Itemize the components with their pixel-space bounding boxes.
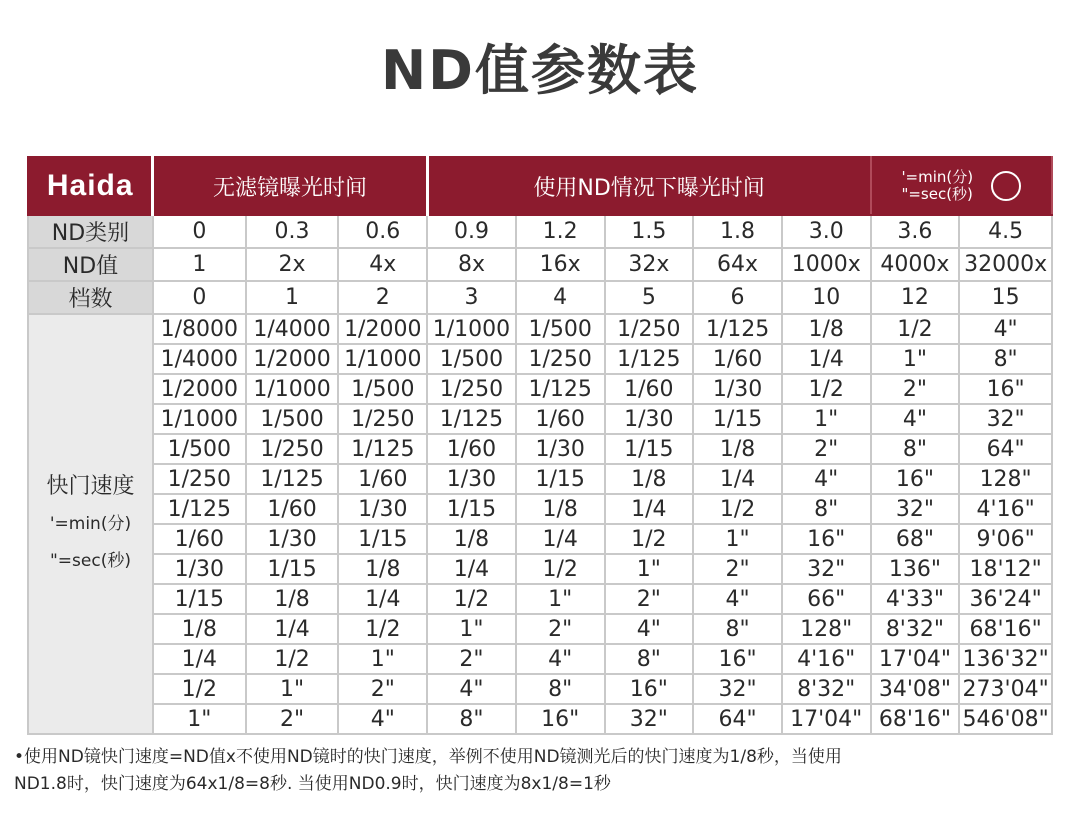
shutter-cell: 68": [871, 524, 960, 554]
nd-value-label: ND值: [28, 248, 153, 281]
shutter-cell: 1/8: [605, 464, 694, 494]
shutter-cell: 1/2: [427, 584, 516, 614]
shutter-cell: 66": [782, 584, 871, 614]
shutter-cell: 32": [605, 704, 694, 734]
nd-type-label: ND类别: [28, 215, 153, 248]
shutter-note-min: '=min(分): [49, 514, 132, 534]
shutter-row: [28, 464, 1052, 494]
shutter-cell: 1/1000: [427, 314, 516, 344]
shutter-cell: 1/2000: [153, 374, 246, 404]
shutter-cell: 1/250: [153, 464, 246, 494]
shutter-cell: 1/15: [153, 584, 246, 614]
shutter-cell: 1/500: [427, 344, 516, 374]
nd-value-cell: 64x: [693, 248, 782, 281]
shutter-cell: 1/60: [693, 344, 782, 374]
shutter-cell: 1": [693, 524, 782, 554]
shutter-cell: 1/4: [782, 344, 871, 374]
shutter-cell: 1": [782, 404, 871, 434]
shutter-cell: 32": [782, 554, 871, 584]
shutter-cell: 1/30: [516, 434, 605, 464]
shutter-cell: 1/250: [516, 344, 605, 374]
nd-type-cell: 3.0: [782, 215, 871, 248]
shutter-cell: 16": [782, 524, 871, 554]
shutter-cell: 68'16": [959, 614, 1052, 644]
brand-logo: Haida: [28, 157, 153, 215]
shutter-cell: 16": [605, 674, 694, 704]
shutter-cell: 1/8: [427, 524, 516, 554]
nd-type-cell: 1.5: [605, 215, 694, 248]
nd-value-row: [28, 248, 1052, 281]
shutter-row: [28, 434, 1052, 464]
shutter-cell: 8'32": [782, 674, 871, 704]
shutter-cell: 1/60: [427, 434, 516, 464]
nd-value-cell: 32000x: [959, 248, 1052, 281]
shutter-cell: 1/8: [153, 614, 246, 644]
footnote-line-2: ND1.8时，快门速度为64x1/8=8秒. 当使用ND0.9时，快门速度为8x1/8=1秒: [14, 774, 611, 794]
shutter-cell: 32": [871, 494, 960, 524]
shutter-cell: 1/4: [516, 524, 605, 554]
shutter-cell: 1/2: [693, 494, 782, 524]
stops-cell: 4: [516, 281, 605, 314]
shutter-row: [28, 344, 1052, 374]
stops-cell: 12: [871, 281, 960, 314]
shutter-cell: 1/30: [338, 494, 427, 524]
shutter-cell: 2": [871, 374, 960, 404]
shutter-cell: 4'16": [959, 494, 1052, 524]
shutter-cell: 1/2: [871, 314, 960, 344]
shutter-cell: 8": [871, 434, 960, 464]
shutter-cell: 1/60: [605, 374, 694, 404]
shutter-cell: 1/30: [605, 404, 694, 434]
shutter-cell: 1/8000: [153, 314, 246, 344]
nd-value-cell: 4x: [338, 248, 427, 281]
shutter-cell: 16": [516, 704, 605, 734]
stops-cell: 1: [246, 281, 339, 314]
shutter-cell: 1/60: [246, 494, 339, 524]
shutter-cell: 4": [959, 314, 1052, 344]
shutter-cell: 128": [959, 464, 1052, 494]
shutter-cell: 1/8: [338, 554, 427, 584]
nd-type-row: [28, 215, 1052, 248]
nd-value-cell: 16x: [516, 248, 605, 281]
shutter-speed-label: [28, 314, 153, 734]
legend-sec: "=sec(秒): [901, 185, 973, 203]
shutter-cell: 1/8: [246, 584, 339, 614]
nd-type-cell: 0.6: [338, 215, 427, 248]
shutter-cell: 8": [605, 644, 694, 674]
shutter-speed-title: 快门速度: [46, 474, 135, 499]
shutter-cell: 1/15: [427, 494, 516, 524]
shutter-cell: 1/2: [782, 374, 871, 404]
shutter-cell: 4": [693, 584, 782, 614]
shutter-cell: 1/15: [246, 554, 339, 584]
shutter-cell: 9'06": [959, 524, 1052, 554]
shutter-cell: 1/15: [338, 524, 427, 554]
shutter-cell: 4'33": [871, 584, 960, 614]
nd-value-cell: 1000x: [782, 248, 871, 281]
shutter-cell: 17'04": [782, 704, 871, 734]
header-no-filter: 无滤镜曝光时间: [153, 157, 427, 215]
nd-type-cell: 0.9: [427, 215, 516, 248]
shutter-cell: 2": [338, 674, 427, 704]
shutter-cell: 1": [153, 704, 246, 734]
stops-cell: 6: [693, 281, 782, 314]
shutter-cell: 2": [693, 554, 782, 584]
shutter-cell: 273'04": [959, 674, 1052, 704]
shutter-cell: 4": [871, 404, 960, 434]
header-legend: [871, 157, 1052, 215]
shutter-cell: 16": [693, 644, 782, 674]
nd-type-cell: 3.6: [871, 215, 960, 248]
circle-icon: [991, 171, 1021, 201]
shutter-cell: 128": [782, 614, 871, 644]
nd-type-cell: 4.5: [959, 215, 1052, 248]
shutter-cell: 16": [959, 374, 1052, 404]
shutter-row: [28, 374, 1052, 404]
shutter-cell: 1/4: [693, 464, 782, 494]
shutter-cell: 2": [605, 584, 694, 614]
page-title: ND值参数表: [380, 39, 700, 102]
shutter-cell: 2": [516, 614, 605, 644]
shutter-cell: 1/2: [605, 524, 694, 554]
shutter-cell: 136'32": [959, 644, 1052, 674]
shutter-cell: 1/500: [516, 314, 605, 344]
shutter-cell: 1/125: [693, 314, 782, 344]
shutter-row: [28, 494, 1052, 524]
shutter-cell: 32": [959, 404, 1052, 434]
shutter-note-sec: "=sec(秒): [49, 551, 131, 571]
nd-value-cell: 1: [153, 248, 246, 281]
shutter-cell: 1/4: [338, 584, 427, 614]
nd-value-cell: 32x: [605, 248, 694, 281]
nd-type-cell: 0.3: [246, 215, 339, 248]
shutter-cell: 64": [693, 704, 782, 734]
shutter-cell: 1/8: [782, 314, 871, 344]
shutter-cell: 1/500: [338, 374, 427, 404]
shutter-row: [28, 584, 1052, 614]
shutter-cell: 1/500: [246, 404, 339, 434]
shutter-cell: 1/30: [246, 524, 339, 554]
shutter-cell: 4": [427, 674, 516, 704]
shutter-cell: 2": [782, 434, 871, 464]
shutter-cell: 1": [516, 584, 605, 614]
shutter-cell: 1/4000: [246, 314, 339, 344]
nd-value-cell: 8x: [427, 248, 516, 281]
shutter-cell: 4'16": [782, 644, 871, 674]
shutter-cell: 1/4: [605, 494, 694, 524]
nd-type-cell: 1.2: [516, 215, 605, 248]
shutter-cell: 1/1000: [338, 344, 427, 374]
legend-text: [901, 169, 973, 203]
shutter-cell: 1/125: [427, 404, 516, 434]
shutter-cell: 1/30: [693, 374, 782, 404]
footnote: [14, 744, 1064, 798]
header-with-nd: 使用ND情况下曝光时间: [427, 157, 870, 215]
shutter-cell: 17'04": [871, 644, 960, 674]
shutter-cell: 1/4: [427, 554, 516, 584]
shutter-cell: 4": [516, 644, 605, 674]
shutter-cell: 1/250: [246, 434, 339, 464]
shutter-cell: 8'32": [871, 614, 960, 644]
shutter-cell: 1/8: [516, 494, 605, 524]
shutter-cell: 8": [782, 494, 871, 524]
nd-type-cell: 1.8: [693, 215, 782, 248]
shutter-cell: 1/250: [338, 404, 427, 434]
shutter-cell: 16": [871, 464, 960, 494]
nd-parameter-table: [27, 156, 1053, 735]
stops-cell: 15: [959, 281, 1052, 314]
shutter-cell: 1/2: [516, 554, 605, 584]
shutter-cell: 1/2: [338, 614, 427, 644]
shutter-cell: 1/2: [153, 674, 246, 704]
shutter-row: [28, 404, 1052, 434]
shutter-cell: 1/60: [338, 464, 427, 494]
stops-cell: 3: [427, 281, 516, 314]
shutter-row: [28, 554, 1052, 584]
shutter-cell: 2": [246, 704, 339, 734]
shutter-row: [28, 644, 1052, 674]
shutter-cell: 1/4000: [153, 344, 246, 374]
shutter-cell: 1/1000: [246, 374, 339, 404]
nd-value-cell: 2x: [246, 248, 339, 281]
shutter-cell: 68'16": [871, 704, 960, 734]
shutter-cell: 1/125: [605, 344, 694, 374]
shutter-cell: 1/125: [516, 374, 605, 404]
shutter-cell: 18'12": [959, 554, 1052, 584]
shutter-cell: 1/60: [516, 404, 605, 434]
shutter-cell: 64": [959, 434, 1052, 464]
nd-type-cell: 0: [153, 215, 246, 248]
stops-cell: 5: [605, 281, 694, 314]
footnote-line-1: •使用ND镜快门速度=ND值x不使用ND镜时的快门速度，举例不使用ND镜测光后的快门速度为1/8秒，当使用: [14, 747, 842, 767]
shutter-cell: 546'08": [959, 704, 1052, 734]
shutter-row: [28, 524, 1052, 554]
shutter-cell: 4": [605, 614, 694, 644]
nd-value-cell: 4000x: [871, 248, 960, 281]
shutter-cell: 1/60: [153, 524, 246, 554]
shutter-cell: 1/2000: [246, 344, 339, 374]
stops-cell: 2: [338, 281, 427, 314]
shutter-cell: 1": [246, 674, 339, 704]
shutter-cell: 8": [427, 704, 516, 734]
shutter-cell: 136": [871, 554, 960, 584]
shutter-cell: 8": [959, 344, 1052, 374]
shutter-cell: 1": [605, 554, 694, 584]
shutter-cell: 32": [693, 674, 782, 704]
shutter-cell: 1/15: [516, 464, 605, 494]
shutter-cell: 1": [871, 344, 960, 374]
table-header-row: [28, 157, 1052, 215]
legend-min: '=min(分): [901, 168, 974, 186]
shutter-cell: 36'24": [959, 584, 1052, 614]
shutter-row: [28, 314, 1052, 344]
shutter-cell: 1/500: [153, 434, 246, 464]
shutter-cell: 8": [516, 674, 605, 704]
shutter-cell: 1/250: [605, 314, 694, 344]
stops-label: 档数: [28, 281, 153, 314]
stops-row: [28, 281, 1052, 314]
shutter-cell: 4": [782, 464, 871, 494]
shutter-row: [28, 614, 1052, 644]
shutter-cell: 4": [338, 704, 427, 734]
shutter-cell: 1/30: [153, 554, 246, 584]
shutter-cell: 1/2: [246, 644, 339, 674]
shutter-cell: 34'08": [871, 674, 960, 704]
shutter-cell: 1/4: [246, 614, 339, 644]
shutter-cell: 2": [427, 644, 516, 674]
shutter-cell: 1/8: [693, 434, 782, 464]
stops-cell: 10: [782, 281, 871, 314]
shutter-cell: 1/4: [153, 644, 246, 674]
shutter-cell: 1/125: [338, 434, 427, 464]
shutter-cell: 1/1000: [153, 404, 246, 434]
shutter-cell: 1/2000: [338, 314, 427, 344]
shutter-cell: 1/15: [693, 404, 782, 434]
shutter-cell: 8": [693, 614, 782, 644]
shutter-cell: 1": [427, 614, 516, 644]
shutter-cell: 1": [338, 644, 427, 674]
shutter-row: [28, 674, 1052, 704]
shutter-cell: 1/125: [246, 464, 339, 494]
shutter-cell: 1/125: [153, 494, 246, 524]
stops-cell: 0: [153, 281, 246, 314]
shutter-cell: 1/250: [427, 374, 516, 404]
shutter-cell: 1/30: [427, 464, 516, 494]
shutter-row: [28, 704, 1052, 734]
shutter-cell: 1/15: [605, 434, 694, 464]
